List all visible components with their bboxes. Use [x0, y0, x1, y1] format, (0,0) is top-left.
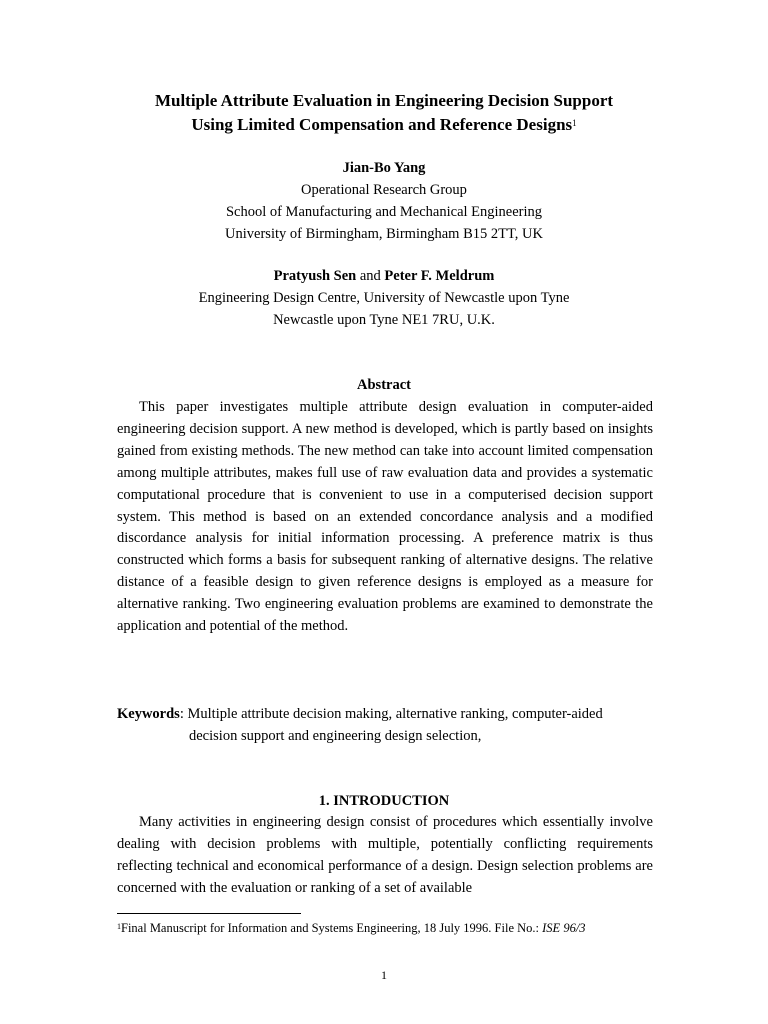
page-number: 1 [381, 968, 387, 982]
author-affiliation: Newcastle upon Tyne NE1 7RU, U.K. [273, 312, 495, 328]
abstract-body: This paper investigates multiple attribute design evaluation in computer-aided engineering decision support. A new method is developed, which is partly based on insights gained from existing methods. The new method can take into account limited compensation among multiple attributes, makes full use of raw evaluation data and provides a systematic computational procedure that is convenient to use in a computerised decision support system. This method is based on an extended concordance analysis and a modified discordance analysis for initial information processing. A preference matrix is thus constructed which forms a basis for subsequent ranking of alternative designs. The relative distance of a feasible design to given reference designs is employed as a measure for alternative ranking. Two engineering evaluation problems are examined to demonstrate the application and potential of the method. [117, 399, 653, 635]
title-line-1: Multiple Attribute Evaluation in Engineering Decision Support [154, 91, 614, 110]
title-line-2 [60, 112, 708, 136]
introduction-body: Many activities in engineering design consist of procedures which essentially involve dealing with decision problems with multiple, potentially conflicting requirements reflecting technical and economical performance of a design. Design selection problems are concerned with the evaluation or ranking of a set of available [117, 814, 653, 896]
title-footnote-marker: 1 [572, 118, 577, 128]
keywords-block [117, 703, 653, 747]
paper-title [60, 90, 708, 136]
title-line-2-text: Using Limited Compensation and Reference Designs [191, 115, 573, 134]
author-affiliation: Engineering Design Centre, University of Newcastle upon Tyne [198, 290, 570, 306]
author-name: Jian-Bo Yang [342, 160, 426, 176]
keywords-line-2: decision support and engineering design selection, [189, 728, 482, 744]
author-block-2 [60, 265, 708, 331]
footnote-file-number: ISE 96/3 [542, 921, 586, 935]
author-block-1 [60, 157, 708, 245]
footnote [117, 919, 677, 936]
footnote-marker: 1 [117, 922, 121, 931]
author-names-line [60, 265, 708, 287]
keywords-label: Keywords [117, 706, 180, 722]
footnote-divider [117, 913, 301, 914]
abstract-heading: Abstract [357, 377, 411, 393]
author-name: Pratyush Sen [273, 268, 357, 284]
author-affiliation: University of Birmingham, Birmingham B15 2TT, UK [225, 226, 543, 242]
keywords-line-1: : Multiple attribute decision making, alternative ranking, computer-aided [179, 706, 603, 722]
author-affiliation: School of Manufacturing and Mechanical Engineering [225, 204, 543, 220]
section-heading-introduction: 1. INTRODUCTION [318, 793, 450, 809]
author-affiliation: Operational Research Group [301, 182, 467, 198]
footnote-text: Final Manuscript for Information and Systems Engineering, 18 July 1996. File No.: [121, 921, 543, 935]
author-conjunction: and [356, 268, 385, 284]
author-name: Peter F. Meldrum [384, 268, 495, 284]
